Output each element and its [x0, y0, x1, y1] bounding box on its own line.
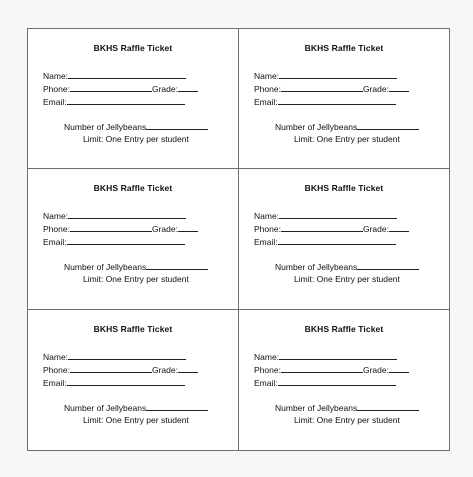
phone-blank	[70, 223, 152, 232]
name-blank	[68, 351, 186, 360]
name-field	[254, 351, 397, 362]
entry-limit-text: Limit: One Entry per student	[294, 134, 400, 144]
name-field	[43, 210, 186, 221]
name-blank	[279, 70, 397, 79]
phone-field	[43, 83, 198, 94]
jellybeans-blank	[357, 402, 419, 411]
phone-field	[254, 223, 409, 234]
grade-label: Grade:	[362, 365, 389, 375]
jellybeans-label: Number of Jellybeans	[64, 262, 147, 272]
raffle-ticket	[239, 29, 449, 169]
entry-limit-text: Limit: One Entry per student	[294, 415, 400, 425]
grade-blank	[178, 364, 198, 373]
ticket-title: BKHS Raffle Ticket	[93, 183, 173, 193]
ticket-title: BKHS Raffle Ticket	[93, 324, 173, 334]
grade-label: Grade:	[151, 84, 178, 94]
phone-label: Phone:	[43, 224, 70, 234]
jellybeans-label: Number of Jellybeans	[64, 403, 147, 413]
name-blank	[279, 351, 397, 360]
ticket-title: BKHS Raffle Ticket	[304, 43, 384, 53]
raffle-ticket	[239, 310, 449, 450]
phone-field	[43, 223, 198, 234]
jellybeans-blank	[146, 261, 208, 270]
name-field	[43, 351, 186, 362]
jellybeans-field	[64, 261, 208, 272]
raffle-ticket	[28, 310, 239, 450]
jellybeans-label: Number of Jellybeans	[64, 122, 147, 132]
phone-label: Phone:	[254, 224, 281, 234]
email-blank	[278, 236, 396, 245]
name-field	[254, 70, 397, 81]
name-label: Name:	[254, 71, 280, 81]
jellybeans-label: Number of Jellybeans	[275, 122, 358, 132]
grade-blank	[389, 223, 409, 232]
grade-label: Grade:	[151, 365, 178, 375]
name-label: Name:	[254, 352, 280, 362]
email-field	[43, 236, 185, 247]
name-label: Name:	[43, 71, 69, 81]
email-label: Email:	[254, 378, 278, 388]
grade-blank	[389, 364, 409, 373]
grade-label: Grade:	[362, 84, 389, 94]
grade-label: Grade:	[151, 224, 178, 234]
ticket-title: BKHS Raffle Ticket	[93, 43, 173, 53]
raffle-ticket-sheet	[27, 28, 450, 451]
email-field	[43, 377, 185, 388]
jellybeans-field	[275, 402, 419, 413]
email-field	[254, 96, 396, 107]
ticket-title: BKHS Raffle Ticket	[304, 324, 384, 334]
ticket-title: BKHS Raffle Ticket	[304, 183, 384, 193]
name-blank	[68, 210, 186, 219]
jellybeans-field	[275, 261, 419, 272]
email-label: Email:	[254, 97, 278, 107]
name-label: Name:	[43, 211, 69, 221]
phone-label: Phone:	[254, 365, 281, 375]
jellybeans-field	[64, 402, 208, 413]
jellybeans-blank	[146, 402, 208, 411]
jellybeans-field	[64, 121, 208, 132]
name-label: Name:	[254, 211, 280, 221]
entry-limit-text: Limit: One Entry per student	[83, 134, 189, 144]
entry-limit-text: Limit: One Entry per student	[83, 415, 189, 425]
email-field	[254, 236, 396, 247]
jellybeans-blank	[357, 261, 419, 270]
email-field	[254, 377, 396, 388]
email-blank	[67, 377, 185, 386]
name-blank	[279, 210, 397, 219]
grade-blank	[178, 83, 198, 92]
raffle-ticket	[28, 169, 239, 310]
jellybeans-field	[275, 121, 419, 132]
email-blank	[278, 96, 396, 105]
phone-blank	[70, 83, 152, 92]
email-label: Email:	[43, 378, 67, 388]
phone-field	[254, 364, 409, 375]
email-blank	[67, 236, 185, 245]
jellybeans-label: Number of Jellybeans	[275, 403, 358, 413]
phone-blank	[281, 83, 363, 92]
raffle-ticket	[239, 169, 449, 310]
raffle-ticket	[28, 29, 239, 169]
name-field	[43, 70, 186, 81]
email-blank	[67, 96, 185, 105]
phone-label: Phone:	[254, 84, 281, 94]
phone-blank	[281, 364, 363, 373]
phone-field	[254, 83, 409, 94]
grade-label: Grade:	[362, 224, 389, 234]
jellybeans-label: Number of Jellybeans	[275, 262, 358, 272]
name-field	[254, 210, 397, 221]
name-label: Name:	[43, 352, 69, 362]
phone-label: Phone:	[43, 365, 70, 375]
jellybeans-blank	[357, 121, 419, 130]
email-label: Email:	[254, 237, 278, 247]
phone-blank	[281, 223, 363, 232]
phone-field	[43, 364, 198, 375]
email-label: Email:	[43, 97, 67, 107]
phone-blank	[70, 364, 152, 373]
phone-label: Phone:	[43, 84, 70, 94]
email-label: Email:	[43, 237, 67, 247]
entry-limit-text: Limit: One Entry per student	[294, 274, 400, 284]
grade-blank	[178, 223, 198, 232]
grade-blank	[389, 83, 409, 92]
entry-limit-text: Limit: One Entry per student	[83, 274, 189, 284]
email-blank	[278, 377, 396, 386]
jellybeans-blank	[146, 121, 208, 130]
email-field	[43, 96, 185, 107]
name-blank	[68, 70, 186, 79]
